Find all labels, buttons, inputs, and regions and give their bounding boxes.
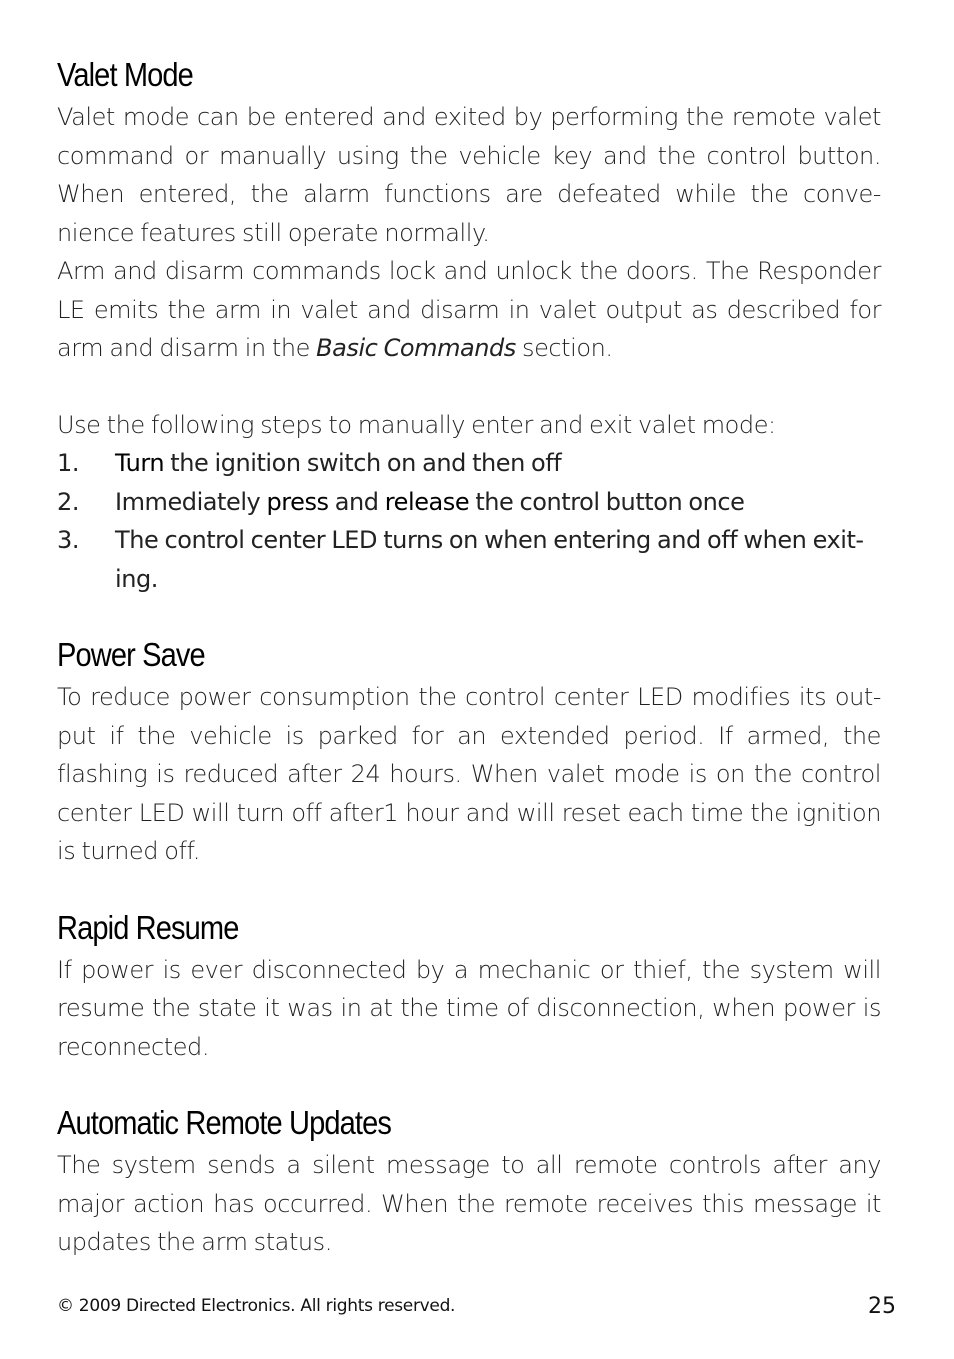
basic-commands-reference: Basic Commands [316, 334, 516, 362]
step-text: the ignition switch on and then off [164, 449, 562, 477]
step-text: and [328, 487, 385, 516]
list-item [57, 444, 881, 483]
valet-steps-intro: Use the following steps to manually enter and exit valet mode: [57, 410, 776, 439]
step-emphasis: press [266, 487, 329, 516]
valet-steps-list [57, 444, 881, 598]
step-emphasis: release [384, 487, 470, 516]
step-text: Immediately [115, 487, 267, 516]
valet-p2-text: Arm and disarm commands lock and unlock the doors. The Responder LE emits the arm in valet and disarm in valet output as described for arm and disarm in the [57, 257, 881, 362]
step-emphasis: Turn [115, 449, 165, 477]
automatic-remote-updates-paragraph: The system sends a silent message to all remote controls after any major action has occurred. When the remote receives this message it updates the arm status. [57, 1151, 881, 1256]
list-item [57, 521, 881, 598]
power-save-heading: Power Save [57, 636, 205, 673]
rapid-resume-heading: Rapid Resume [57, 908, 239, 946]
rapid-resume-paragraph: If power is ever disconnected by a mechanic or thief, the system will resume the state it was in at the time of disconnection, when power is reconnected. [57, 955, 881, 1061]
automatic-remote-updates-heading: Automatic Remote Updates [57, 1104, 391, 1141]
step-number: 1. [57, 449, 79, 477]
valet-p2-text-end: section. [515, 334, 613, 362]
page-number: 25 [868, 1294, 896, 1319]
copyright-footer: © 2009 Directed Electronics. All rights reserved. [57, 1296, 456, 1316]
step-text: the control button once [469, 487, 745, 516]
list-item [57, 483, 881, 522]
step-number: 2. [57, 487, 79, 516]
power-save-paragraph: To reduce power consumption the control center LED modifies its out-put if the vehicle is parked for an extended period. If armed, the flashing is reduced after 24 hours. When valet mode is on the control center LED will turn off after1 hour and will reset each time the ignition is turned off. [57, 683, 881, 865]
valet-mode-heading: Valet Mode [57, 56, 193, 93]
valet-mode-paragraph-2 [57, 252, 881, 368]
page-content [57, 52, 881, 1262]
valet-mode-paragraph-1: Valet mode can be entered and exited by performing the remote valet command or manually using the vehicle key and the control button. When entered, the alarm functions are defeated while the conve-nience features still operate normally. [57, 103, 881, 247]
step-text: The control center LED turns on when entering and off when exit-ing. [115, 526, 864, 593]
step-number: 3. [57, 526, 79, 554]
